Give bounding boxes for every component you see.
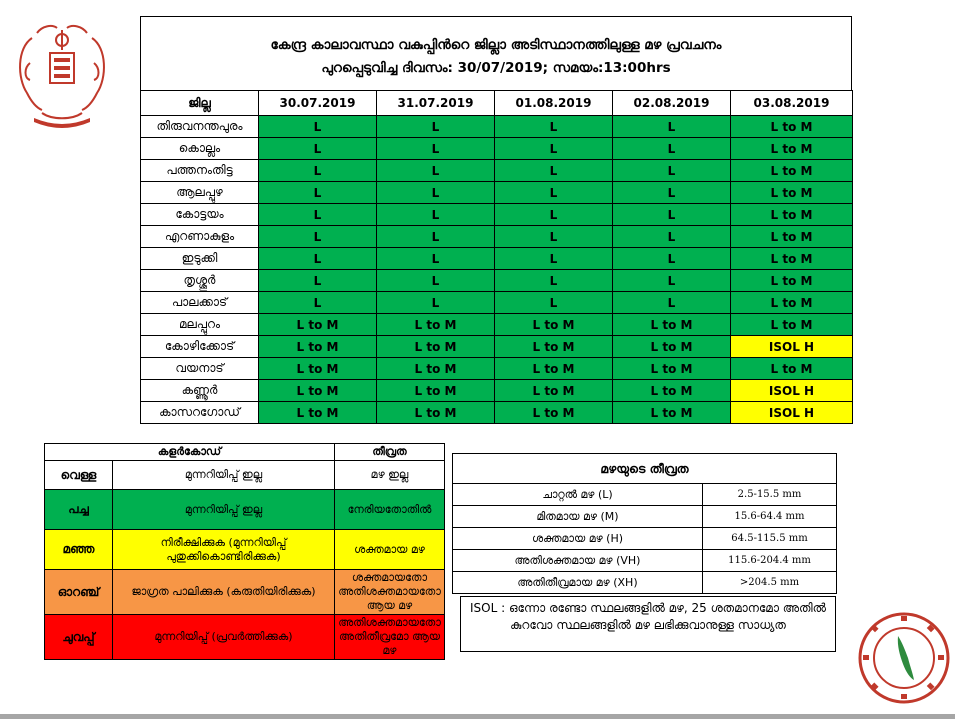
forecast-cell: L [495, 138, 613, 160]
intensity-range: 2.5-15.5 mm [703, 484, 837, 506]
district-name: പത്തനംതിട്ട [141, 160, 259, 182]
forecast-cell: L [377, 292, 495, 314]
forecast-cell: L [495, 116, 613, 138]
forecast-cell: L [495, 160, 613, 182]
forecast-cell: L [495, 292, 613, 314]
forecast-cell: L to M [731, 160, 853, 182]
forecast-cell: L [495, 270, 613, 292]
page-title: കേന്ദ്ര കാലാവസ്ഥാ വകുപ്പിന്‍റെ ജില്ലാ അടിസ്ഥാനത്തിലുള്ള മഴ പ്രവചനം [270, 37, 722, 53]
forecast-cell: L [259, 226, 377, 248]
column-header: 01.08.2019 [495, 91, 613, 116]
district-name: കോട്ടയം [141, 204, 259, 226]
forecast-cell: L [613, 204, 731, 226]
column-header: തീവ്രത [335, 444, 445, 461]
forecast-cell: L to M [731, 204, 853, 226]
district-name: എറണാകുളം [141, 226, 259, 248]
intensity-row [453, 572, 837, 594]
forecast-cell: L [613, 248, 731, 270]
district-name: കോഴിക്കോട് [141, 336, 259, 358]
isol-note: ISOL : ഒന്നോ രണ്ടോ സ്ഥലങ്ങളിൽ മഴ, 25 ശതമാനമോ അതിൽ കുറവോ സ്ഥലങ്ങളിൽ മഴ ലഭിക്കുവാനുള്ള സാധ്യത [460, 596, 836, 652]
forecast-cell: L to M [495, 380, 613, 402]
forecast-cell: L to M [731, 358, 853, 380]
color-severity: മഴ ഇല്ല [335, 461, 445, 490]
table-row [141, 248, 853, 270]
forecast-cell: L to M [613, 380, 731, 402]
forecast-cell: L [259, 116, 377, 138]
kerala-emblem-logo [12, 18, 112, 128]
column-header: 31.07.2019 [377, 91, 495, 116]
forecast-cell: L to M [377, 402, 495, 424]
forecast-cell: L [259, 204, 377, 226]
forecast-header-row [141, 91, 853, 116]
color-code-row [45, 570, 445, 615]
table-row [141, 204, 853, 226]
forecast-cell: L to M [495, 314, 613, 336]
forecast-cell: L [495, 204, 613, 226]
forecast-cell: L [613, 292, 731, 314]
forecast-cell: L [377, 182, 495, 204]
column-header: 02.08.2019 [613, 91, 731, 116]
table-row [141, 336, 853, 358]
forecast-cell: L [259, 248, 377, 270]
color-severity: ശക്തമായ മഴ [335, 530, 445, 570]
forecast-cell: L [613, 116, 731, 138]
district-name: മലപ്പുറം [141, 314, 259, 336]
intensity-row [453, 550, 837, 572]
column-header: 30.07.2019 [259, 91, 377, 116]
intensity-range: >204.5 mm [703, 572, 837, 594]
forecast-cell: L [259, 182, 377, 204]
column-header: കളർകോഡ് [45, 444, 335, 461]
forecast-cell: L to M [495, 358, 613, 380]
color-severity: ശക്തമായതോ അതിശക്തമായതോ ആയ മഴ [335, 570, 445, 615]
district-name: കണ്ണൂർ [141, 380, 259, 402]
forecast-cell: ISOL H [731, 380, 853, 402]
intensity-range: 15.6-64.4 mm [703, 506, 837, 528]
forecast-cell: L to M [495, 336, 613, 358]
forecast-cell: L to M [613, 314, 731, 336]
color-action: മുന്നറിയിപ്പ് ഇല്ല [113, 490, 335, 530]
table-row [141, 138, 853, 160]
forecast-table [140, 90, 853, 424]
intensity-label: അതിതീവ്രമായ മഴ (XH) [453, 572, 703, 594]
forecast-cell: L to M [731, 182, 853, 204]
color-name: പച്ച [45, 490, 113, 530]
forecast-cell: L [377, 204, 495, 226]
forecast-cell: L to M [731, 248, 853, 270]
forecast-cell: L to M [377, 336, 495, 358]
intensity-row [453, 484, 837, 506]
forecast-cell: L to M [731, 138, 853, 160]
color-code-row [45, 461, 445, 490]
forecast-cell: L [495, 226, 613, 248]
table-row [141, 314, 853, 336]
color-name: മഞ്ഞ [45, 530, 113, 570]
color-code-header-row [45, 444, 445, 461]
forecast-cell: L to M [259, 380, 377, 402]
forecast-cell: L [259, 292, 377, 314]
table-row [141, 160, 853, 182]
color-action: മുന്നറിയിപ്പ് (പ്രവർത്തിക്കുക) [113, 615, 335, 660]
forecast-cell: L to M [259, 336, 377, 358]
color-code-row [45, 530, 445, 570]
ksdma-logo [858, 612, 950, 704]
color-name: ചുവപ്പ് [45, 615, 113, 660]
forecast-cell: L to M [613, 336, 731, 358]
intensity-header-row [453, 454, 837, 484]
forecast-cell: L to M [731, 314, 853, 336]
forecast-cell: L [495, 248, 613, 270]
forecast-cell: L to M [731, 292, 853, 314]
forecast-cell: L to M [259, 358, 377, 380]
district-name: തൃശ്ശൂർ [141, 270, 259, 292]
intensity-row [453, 506, 837, 528]
issue-datetime: പുറപ്പെടുവിച്ച ദിവസം: 30/07/2019; സമയം:13:00hrs [321, 60, 671, 76]
forecast-cell: L [613, 138, 731, 160]
forecast-cell: L to M [613, 402, 731, 424]
intensity-label: ചാറ്റൽ മഴ (L) [453, 484, 703, 506]
forecast-cell: L [377, 248, 495, 270]
color-severity: അതിശക്തമായതോ അതിതീവ്രമോ ആയ മഴ [335, 615, 445, 660]
forecast-cell: L [613, 160, 731, 182]
district-name: കൊല്ലം [141, 138, 259, 160]
color-name: ഓറഞ്ച് [45, 570, 113, 615]
forecast-cell: L [495, 182, 613, 204]
header [140, 16, 852, 90]
table-row [141, 226, 853, 248]
table-row [141, 116, 853, 138]
forecast-cell: L [259, 138, 377, 160]
intensity-label: ശക്തമായ മഴ (H) [453, 528, 703, 550]
forecast-cell: L to M [377, 314, 495, 336]
color-severity: നേരിയതോതിൽ [335, 490, 445, 530]
forecast-cell: L [377, 270, 495, 292]
table-row [141, 380, 853, 402]
table-row [141, 270, 853, 292]
color-name: വെള്ള [45, 461, 113, 490]
intensity-label: മിതമായ മഴ (M) [453, 506, 703, 528]
forecast-cell: L to M [377, 380, 495, 402]
column-header: ജില്ല [141, 91, 259, 116]
intensity-label: അതിശക്തമായ മഴ (VH) [453, 550, 703, 572]
color-code-row [45, 615, 445, 660]
rainfall-intensity-table [452, 453, 837, 594]
forecast-cell: ISOL H [731, 336, 853, 358]
color-code-table [44, 443, 445, 660]
forecast-cell: ISOL H [731, 402, 853, 424]
intensity-range: 64.5-115.5 mm [703, 528, 837, 550]
forecast-cell: L to M [495, 402, 613, 424]
color-action: ജാഗ്രത പാലിക്കുക (കരുതിയിരിക്കുക) [113, 570, 335, 615]
table-row [141, 358, 853, 380]
forecast-cell: L to M [259, 402, 377, 424]
column-header: 03.08.2019 [731, 91, 853, 116]
forecast-cell: L [613, 226, 731, 248]
color-action: നിരീക്ഷിക്കുക (മുന്നറിയിപ്പ് പുതുക്കികൊണ്ടിരിക്കുക) [113, 530, 335, 570]
color-code-row [45, 490, 445, 530]
forecast-cell: L [613, 270, 731, 292]
forecast-cell: L to M [731, 270, 853, 292]
color-action: മുന്നറിയിപ്പ് ഇല്ല [113, 461, 335, 490]
footer-divider [0, 714, 955, 719]
district-name: കാസറഗോഡ് [141, 402, 259, 424]
intensity-row [453, 528, 837, 550]
forecast-cell: L to M [259, 314, 377, 336]
forecast-cell: L [259, 270, 377, 292]
forecast-cell: L [377, 226, 495, 248]
district-name: വയനാട് [141, 358, 259, 380]
table-row [141, 292, 853, 314]
forecast-cell: L to M [613, 358, 731, 380]
table-row [141, 182, 853, 204]
forecast-cell: L [377, 160, 495, 182]
district-name: തിരുവനന്തപുരം [141, 116, 259, 138]
table-row [141, 402, 853, 424]
forecast-cell: L [377, 138, 495, 160]
district-name: ഇടുക്കി [141, 248, 259, 270]
intensity-range: 115.6-204.4 mm [703, 550, 837, 572]
forecast-cell: L to M [731, 116, 853, 138]
district-name: ആലപ്പുഴ [141, 182, 259, 204]
district-name: പാലക്കാട് [141, 292, 259, 314]
forecast-cell: L to M [731, 226, 853, 248]
forecast-cell: L [377, 116, 495, 138]
intensity-title: മഴയുടെ തീവ്രത [453, 454, 837, 484]
forecast-cell: L [259, 160, 377, 182]
forecast-cell: L to M [377, 358, 495, 380]
forecast-cell: L [613, 182, 731, 204]
